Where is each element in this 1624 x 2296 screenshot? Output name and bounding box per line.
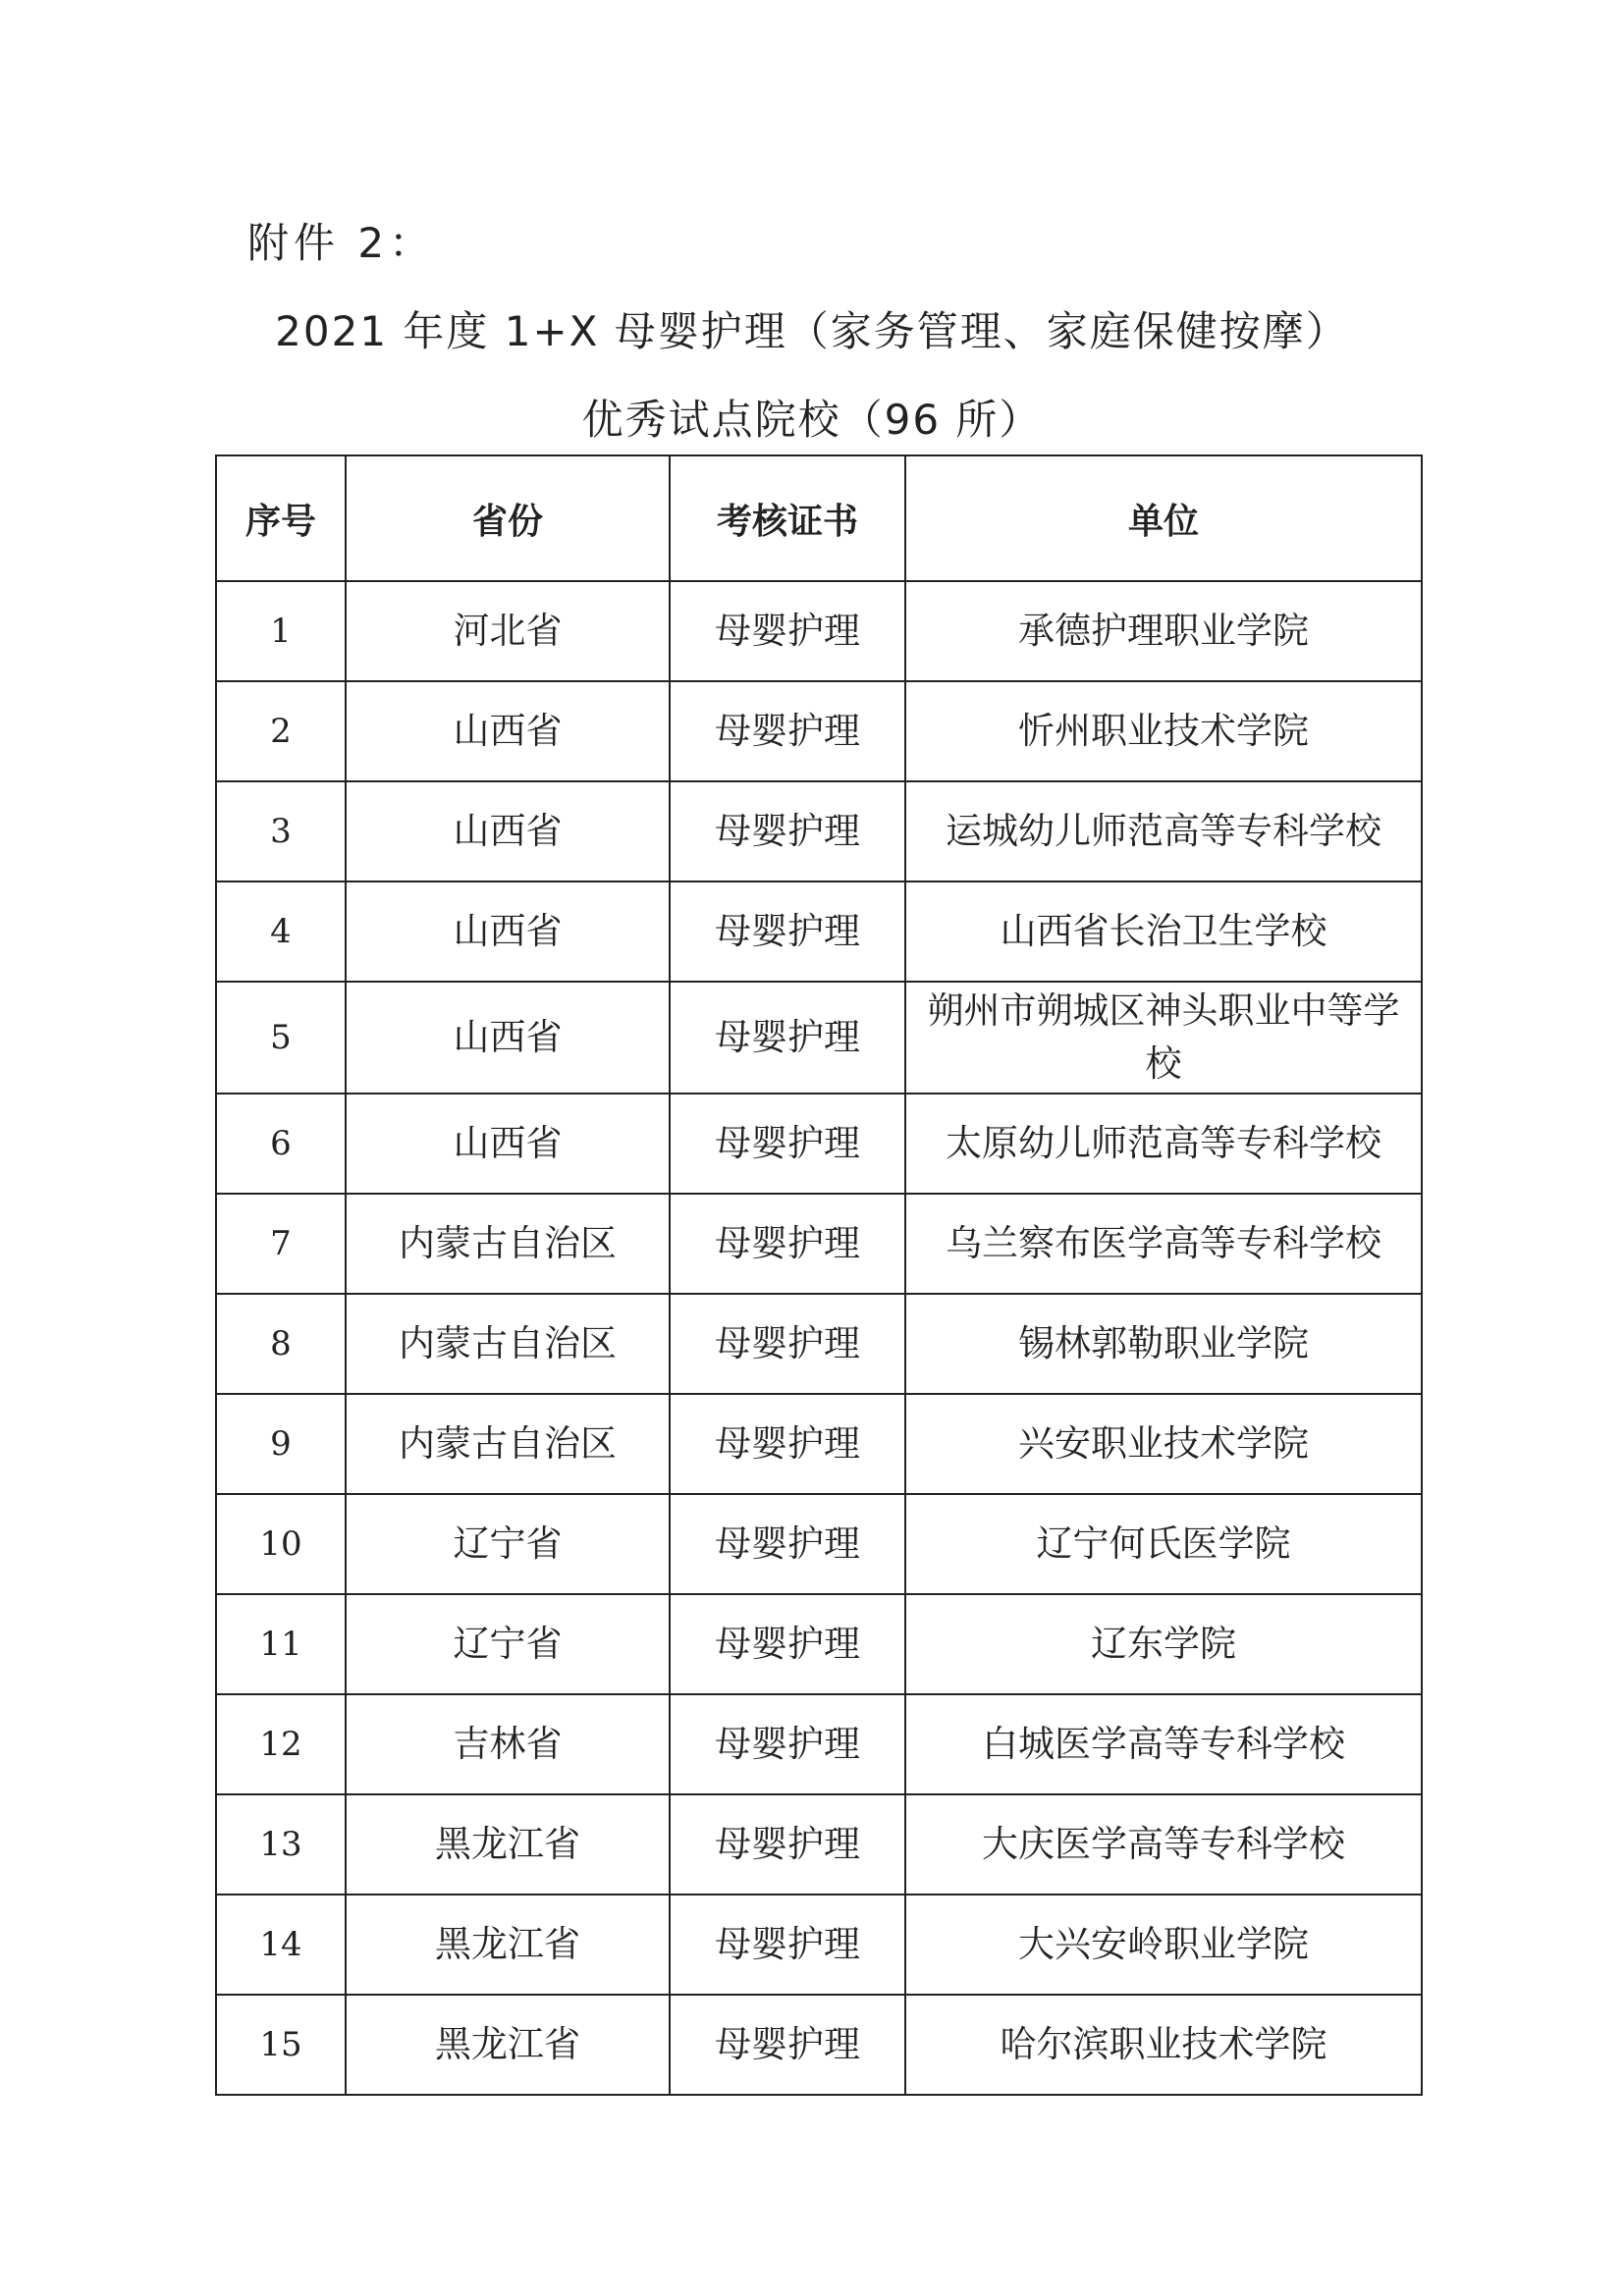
cell-unit: 山西省长治卫生学校	[905, 881, 1422, 982]
cell-certificate: 母婴护理	[670, 881, 905, 982]
table-row	[216, 982, 1422, 1094]
cell-province: 山西省	[346, 1094, 670, 1194]
document-title-line-1: 2021 年度 1+X 母婴护理（家务管理、家庭保健按摩）	[275, 307, 1349, 355]
cell-certificate: 母婴护理	[670, 1895, 905, 1995]
table-row	[216, 1194, 1422, 1294]
cell-province: 吉林省	[346, 1694, 670, 1794]
cell-certificate: 母婴护理	[670, 1694, 905, 1794]
table-row	[216, 1094, 1422, 1194]
cell-unit: 锡林郭勒职业学院	[905, 1294, 1422, 1394]
cell-unit: 辽宁何氏医学院	[905, 1494, 1422, 1594]
cell-province: 山西省	[346, 681, 670, 781]
cell-unit: 运城幼儿师范高等专科学校	[905, 781, 1422, 881]
cell-serial-number: 3	[216, 781, 346, 881]
table-row	[216, 1594, 1422, 1694]
cell-certificate: 母婴护理	[670, 1794, 905, 1895]
cell-certificate: 母婴护理	[670, 1995, 905, 2095]
cell-province: 内蒙古自治区	[346, 1394, 670, 1494]
table-row	[216, 1895, 1422, 1995]
cell-unit: 承德护理职业学院	[905, 581, 1422, 681]
cell-serial-number: 15	[216, 1995, 346, 2095]
cell-serial-number: 5	[216, 982, 346, 1094]
cell-province: 黑龙江省	[346, 1895, 670, 1995]
cell-serial-number: 6	[216, 1094, 346, 1194]
cell-province: 黑龙江省	[346, 1794, 670, 1895]
cell-certificate: 母婴护理	[670, 1094, 905, 1194]
table-row	[216, 781, 1422, 881]
cell-certificate: 母婴护理	[670, 982, 905, 1094]
cell-province: 山西省	[346, 881, 670, 982]
cell-serial-number: 13	[216, 1794, 346, 1895]
cell-serial-number: 4	[216, 881, 346, 982]
cell-province: 辽宁省	[346, 1494, 670, 1594]
cell-province: 山西省	[346, 781, 670, 881]
table-row	[216, 1394, 1422, 1494]
attachment-label: 附件 2：	[247, 219, 436, 267]
cell-province: 黑龙江省	[346, 1995, 670, 2095]
cell-unit: 哈尔滨职业技术学院	[905, 1995, 1422, 2095]
cell-unit: 辽东学院	[905, 1594, 1422, 1694]
cell-certificate: 母婴护理	[670, 681, 905, 781]
header-province: 省份	[346, 455, 670, 581]
header-unit: 单位	[905, 455, 1422, 581]
table-header-row	[216, 455, 1422, 581]
cell-province: 内蒙古自治区	[346, 1194, 670, 1294]
cell-province: 内蒙古自治区	[346, 1294, 670, 1394]
table-row	[216, 581, 1422, 681]
cell-serial-number: 7	[216, 1194, 346, 1294]
cell-serial-number: 8	[216, 1294, 346, 1394]
cell-unit: 乌兰察布医学高等专科学校	[905, 1194, 1422, 1294]
cell-province: 河北省	[346, 581, 670, 681]
cell-unit: 兴安职业技术学院	[905, 1394, 1422, 1494]
cell-unit: 忻州职业技术学院	[905, 681, 1422, 781]
table-row	[216, 1494, 1422, 1594]
header-serial-number: 序号	[216, 455, 346, 581]
table-row	[216, 1294, 1422, 1394]
cell-unit: 大庆医学高等专科学校	[905, 1794, 1422, 1895]
table-row	[216, 881, 1422, 982]
cell-serial-number: 10	[216, 1494, 346, 1594]
cell-serial-number: 14	[216, 1895, 346, 1995]
cell-certificate: 母婴护理	[670, 1494, 905, 1594]
cell-serial-number: 12	[216, 1694, 346, 1794]
cell-serial-number: 1	[216, 581, 346, 681]
table-row	[216, 681, 1422, 781]
header-certificate: 考核证书	[670, 455, 905, 581]
cell-province: 山西省	[346, 982, 670, 1094]
table-row	[216, 1995, 1422, 2095]
cell-serial-number: 2	[216, 681, 346, 781]
cell-certificate: 母婴护理	[670, 781, 905, 881]
cell-serial-number: 11	[216, 1594, 346, 1694]
table-row	[216, 1694, 1422, 1794]
cell-certificate: 母婴护理	[670, 1594, 905, 1694]
cell-unit: 大兴安岭职业学院	[905, 1895, 1422, 1995]
document-title-line-2: 优秀试点院校（96 所）	[581, 396, 1043, 444]
cell-unit: 白城医学高等专科学校	[905, 1694, 1422, 1794]
cell-serial-number: 9	[216, 1394, 346, 1494]
table-row	[216, 1794, 1422, 1895]
cell-unit: 朔州市朔城区神头职业中等学校	[905, 982, 1422, 1094]
cell-unit: 太原幼儿师范高等专科学校	[905, 1094, 1422, 1194]
cell-certificate: 母婴护理	[670, 581, 905, 681]
cell-certificate: 母婴护理	[670, 1394, 905, 1494]
institution-table	[215, 454, 1423, 2096]
cell-province: 辽宁省	[346, 1594, 670, 1694]
cell-certificate: 母婴护理	[670, 1194, 905, 1294]
cell-certificate: 母婴护理	[670, 1294, 905, 1394]
